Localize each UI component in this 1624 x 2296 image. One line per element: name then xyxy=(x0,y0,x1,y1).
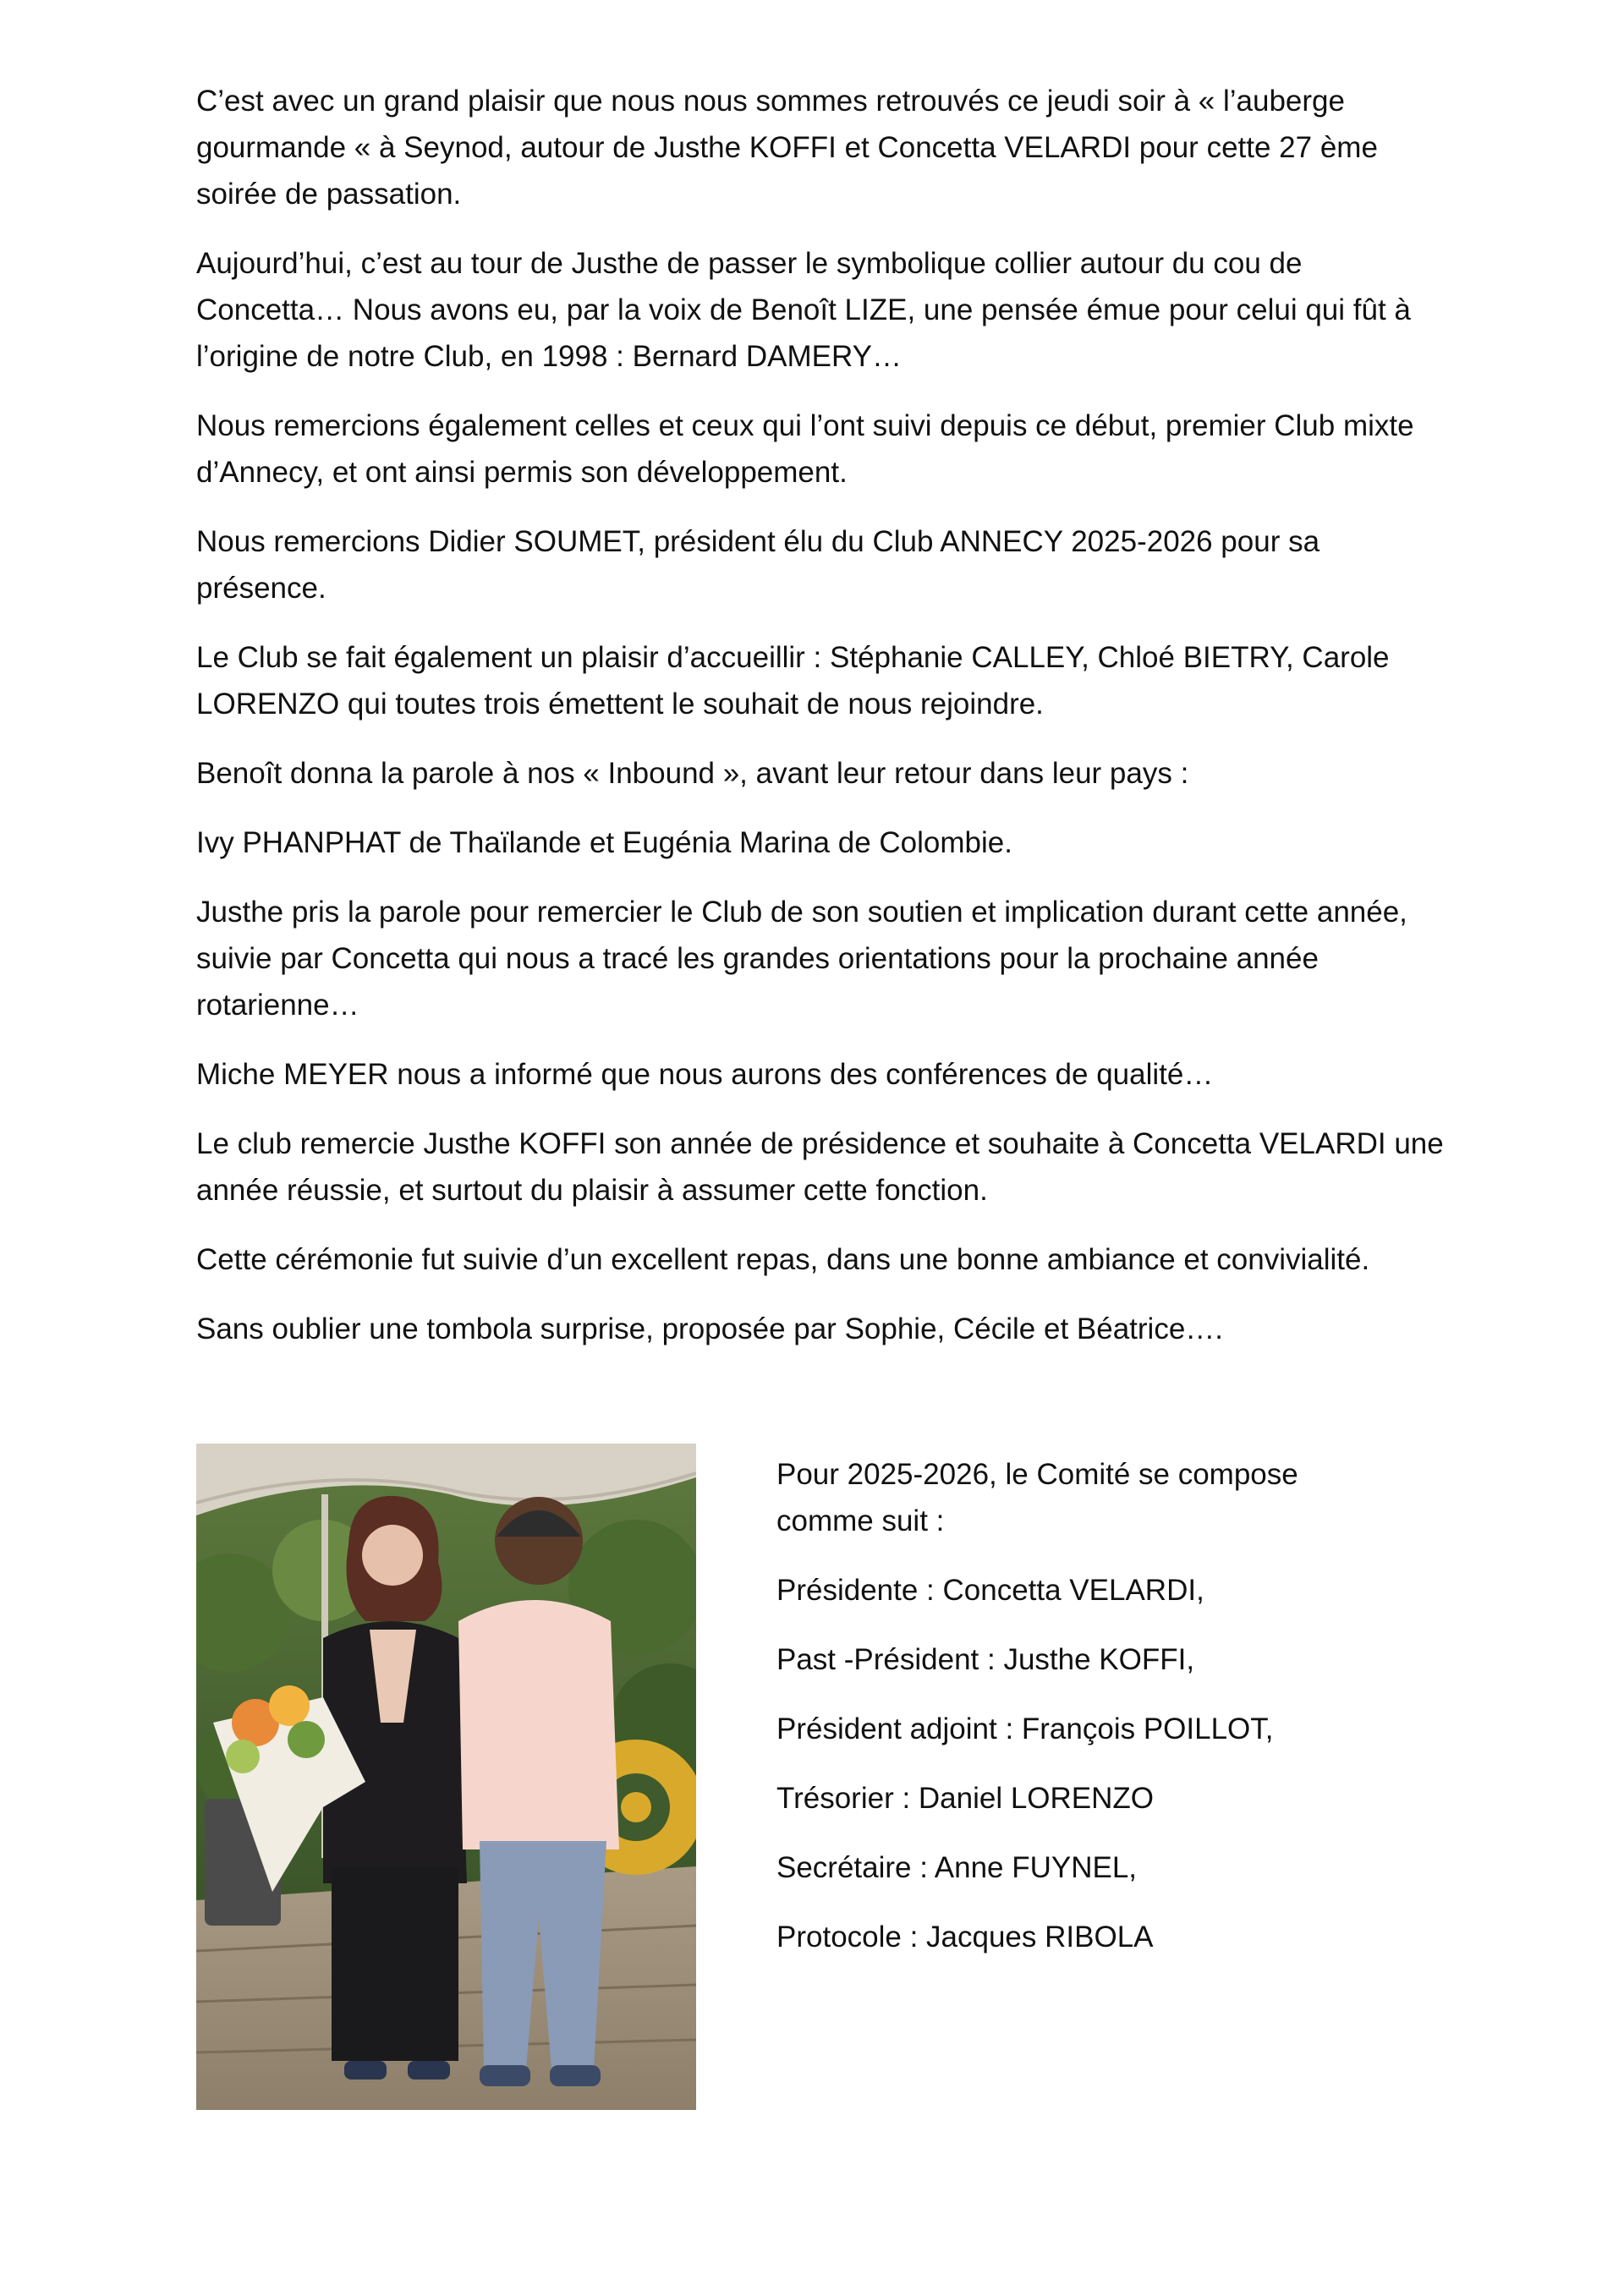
paragraph: Sans oublier une tombola surprise, proposée par Sophie, Cécile et Béatrice…. xyxy=(196,1312,1224,1345)
ceremony-photo xyxy=(196,1444,696,2110)
article-body xyxy=(196,78,1465,1375)
paragraph: Le Club se fait également un plaisir d’accueillir : Stéphanie CALLEY, Chloé BIETRY, Carole LORENZO qui toutes trois émettent le souhait de nous rejoindre. xyxy=(196,641,1390,721)
committee-member: Secrétaire : Anne FUYNEL, xyxy=(776,1851,1138,1884)
paragraph: Miche MEYER nous a informé que nous aurons des conférences de qualité… xyxy=(196,1058,1214,1091)
paragraph: Benoît donna la parole à nos « Inbound », avant leur retour dans leur pays : xyxy=(196,757,1189,790)
paragraph: Nous remercions Didier SOUMET, président élu du Club ANNECY 2025-2026 pour sa présence. xyxy=(196,525,1320,605)
committee-member: Président adjoint : François POILLOT, xyxy=(776,1712,1274,1745)
paragraph: Ivy PHANPHAT de Thaïlande et Eugénia Marina de Colombie. xyxy=(196,826,1012,859)
paragraph: Justhe pris la parole pour remercier le Club de son soutien et implication durant cette année, suivie par Concetta qui nous a tracé les grandes orientations pour la prochaine année rotarienne… xyxy=(196,896,1407,1022)
paragraph: Aujourd’hui, c’est au tour de Justhe de passer le symbolique collier autour du cou de Concetta… Nous avons eu, par la voix de Benoît LIZE, une pensée émue pour celui qui fût à l’origine de notre Club, en 1998 : Bernard DAMERY… xyxy=(196,247,1411,373)
paragraph: Nous remercions également celles et ceux qui l’ont suivi depuis ce début, premier Club mixte d’Annecy, et ont ainsi permis son développement. xyxy=(196,409,1414,489)
committee-list xyxy=(776,1451,1419,1983)
committee-member: Protocole : Jacques RIBOLA xyxy=(776,1921,1154,1954)
committee-member: Trésorier : Daniel LORENZO xyxy=(776,1782,1155,1815)
paragraph: C’est avec un grand plaisir que nous nous sommes retrouvés ce jeudi soir à « l’auberge gourmande « à Seynod, autour de Justhe KOFFI et Concetta VELARDI pour cette 27 ème soirée de passation. xyxy=(196,85,1378,211)
committee-member: Past -Président : Justhe KOFFI, xyxy=(776,1643,1195,1676)
committee-intro: Pour 2025-2026, le Comité se compose comme suit : xyxy=(776,1458,1298,1537)
paragraph: Le club remercie Justhe KOFFI son année de présidence et souhaite à Concetta VELARDI une année réussie, et surtout du plaisir à assumer cette fonction. xyxy=(196,1127,1444,1207)
committee-member: Présidente : Concetta VELARDI, xyxy=(776,1574,1204,1607)
paragraph: Cette cérémonie fut suivie d’un excellent repas, dans une bonne ambiance et convivialité. xyxy=(196,1243,1370,1276)
